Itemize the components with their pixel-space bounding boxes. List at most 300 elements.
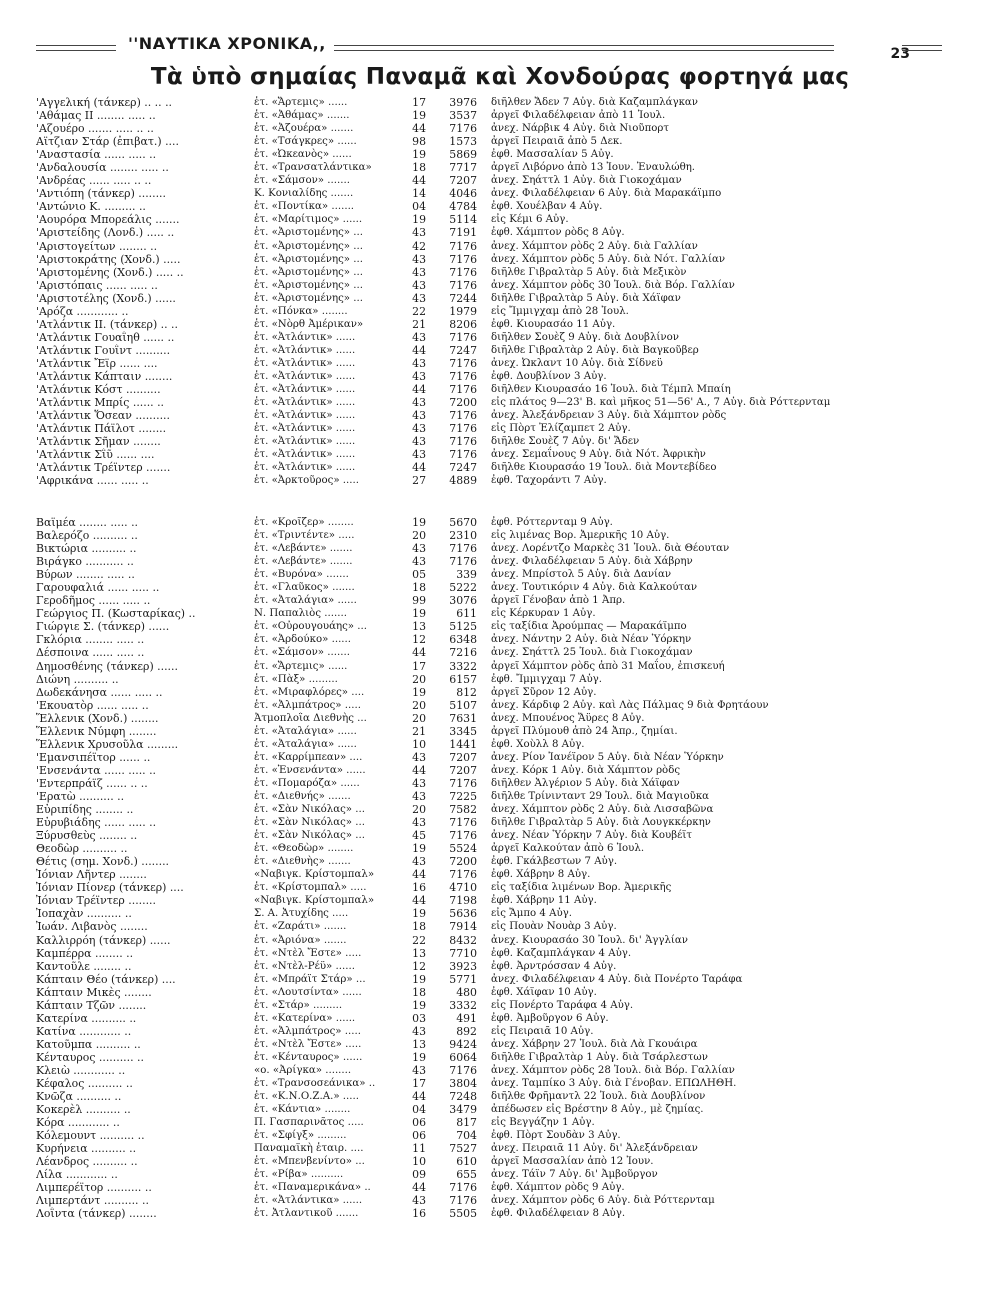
ship-owner: ἑτ. «Μιραφλόρες» .... xyxy=(254,686,365,698)
ship-year: 19 xyxy=(412,972,426,986)
ship-row xyxy=(36,344,906,357)
ship-row xyxy=(36,383,906,396)
ship-row xyxy=(36,842,906,855)
ship-row xyxy=(36,331,906,344)
ship-row xyxy=(36,357,906,370)
ship-row xyxy=(36,1038,906,1051)
ship-tonnage: 7176 xyxy=(449,829,477,843)
ship-row xyxy=(36,409,906,422)
ship-year: 10 xyxy=(412,737,426,751)
ship-status: ἀργεῖ Γένοβαν ἀπὸ 1 Ἀπρ. xyxy=(491,595,626,607)
ship-status: ἀνεχ. Χάβρην 27 Ἰουλ. διὰ Λὰ Γκουάιρα xyxy=(491,1038,698,1050)
ship-status: εἰς Πειραιᾶ 10 Αὐγ. xyxy=(491,1025,594,1037)
ship-owner: ἑτ. «Ποντίκα» ....... xyxy=(254,201,355,213)
ship-row xyxy=(36,816,906,829)
ship-tonnage: 7527 xyxy=(449,1142,477,1156)
ship-year: 43 xyxy=(412,789,426,803)
ship-year: 44 xyxy=(412,461,426,475)
ship-owner: ἑτ. «Ἐνσενάντα» ...... xyxy=(254,764,366,776)
ship-name: Ἰόνιαν Λῆντερ ........ xyxy=(36,868,147,882)
ship-row xyxy=(36,960,906,973)
ship-name: Κόρα ............ .. xyxy=(36,1116,120,1130)
ship-tonnage: 3332 xyxy=(449,998,477,1012)
ship-row xyxy=(36,422,906,435)
ship-name: 'Ατλάντικ ΙΙ. (τάνκερ) .. .. xyxy=(36,317,178,331)
ship-status: εἰς Κέμι 6 Αὐγ. xyxy=(491,214,569,226)
ship-status: ἀνεχ. Σεμαΐνους 9 Αὐγ. διὰ Νότ. Ἀφρικὴν xyxy=(491,449,706,461)
ship-year: 10 xyxy=(412,1155,426,1169)
ship-owner: Κ. Κονιαλίδης ....... xyxy=(254,188,354,200)
ship-status: ἀνεχ. Τουτικόριν 4 Αὐγ. διὰ Καλκούταν xyxy=(491,582,698,594)
ship-name: 'Ατλάντικ Σΐῦ ...... .... xyxy=(36,448,155,462)
ship-name: Γεροδῆμος ...... ..... .. xyxy=(36,594,151,608)
ship-year: 43 xyxy=(412,435,426,449)
ship-owner: ἑτ. «Διεθνής» ....... xyxy=(254,790,351,802)
ship-tonnage: 7176 xyxy=(449,555,477,569)
ship-row xyxy=(36,1077,906,1090)
ship-name: Λέανδρος .......... .. xyxy=(36,1155,138,1169)
ship-name: 'Ατλάντικ Ἔϊρ ...... .... xyxy=(36,356,158,370)
ship-year: 43 xyxy=(412,330,426,344)
ship-status: διῆλθε Σουὲζ 7 Αὐγ. δι' Ἄδεν xyxy=(491,436,640,448)
ship-owner: ἑτ. «Ρίβα» .......... xyxy=(254,1169,344,1181)
ship-owner: ἑτ. «Λεβάντε» ....... xyxy=(254,556,353,568)
ship-row xyxy=(36,999,906,1012)
ship-row xyxy=(36,934,906,947)
ship-name: Λιμπερτάντ .......... .. xyxy=(36,1194,149,1208)
ship-status: ἀνεχ. Φιλαδέλφειαν 6 Αὐγ. διὰ Μαρακάϊμπο xyxy=(491,188,722,200)
ship-name: Δωδεκάνησα ...... ..... .. xyxy=(36,685,163,699)
ship-year: 22 xyxy=(412,304,426,318)
ship-row xyxy=(36,292,906,305)
ship-name: Καμπέρρα ........ .. xyxy=(36,946,134,960)
ship-owner: ἑτ. «Διεθνὴς» ....... xyxy=(254,856,351,868)
ship-year: 19 xyxy=(412,907,426,921)
ship-owner: «Ναβιγκ. Κρίστομπαλ» xyxy=(254,895,375,907)
ship-year: 21 xyxy=(412,317,426,331)
ship-status: ἐφθ. Χοὺλλ 8 Αὐγ. xyxy=(491,738,585,750)
ship-tonnage: 5636 xyxy=(449,907,477,921)
ship-year: 43 xyxy=(412,409,426,423)
ship-row xyxy=(36,474,906,487)
ship-row xyxy=(36,305,906,318)
ship-year: 43 xyxy=(412,542,426,556)
ship-tonnage: 4784 xyxy=(449,200,477,214)
ship-year: 18 xyxy=(412,581,426,595)
ship-name: Γιώργιε Σ. (τάνκερ) ...... xyxy=(36,620,170,634)
ship-owner: Ν. Παπαλιὸς ....... xyxy=(254,608,347,620)
ship-row xyxy=(36,1181,906,1194)
ship-name: Ξύρυσθεὺς ........ .. xyxy=(36,829,138,843)
ship-name: Λίλα ............ .. xyxy=(36,1168,118,1182)
ship-row xyxy=(36,148,906,161)
ship-tonnage: 9424 xyxy=(449,1037,477,1051)
ship-tonnage: 1979 xyxy=(449,304,477,318)
ship-row xyxy=(36,1103,906,1116)
ship-name: 'Εμανσιπέϊτορ ...... .. xyxy=(36,750,151,764)
ship-row xyxy=(36,881,906,894)
ship-owner: ἑτ. «Ἀρκτοῦρος» ..... xyxy=(254,475,359,487)
ship-status: ἀργεῖ Πειραιᾶ ἀπὸ 5 Δεκ. xyxy=(491,136,623,148)
ship-year: 04 xyxy=(412,1103,426,1117)
ship-tonnage: 7631 xyxy=(449,711,477,725)
ship-year: 99 xyxy=(412,594,426,608)
ship-year: 19 xyxy=(412,213,426,227)
ship-status: εἰς πλάτος 9—23' Β. καὶ μῆκος 51—56' Α., 7 Αὐγ. διὰ Ρόττερνταμ xyxy=(491,397,831,409)
ship-name: Δημοσθένης (τάνκερ) ...... xyxy=(36,659,178,673)
ship-status: ἀπέδωσεν εἰς Βρέστην 8 Αὐγ., μὲ ζημίας. xyxy=(491,1104,704,1116)
ship-tonnage: 3479 xyxy=(449,1103,477,1117)
ship-owner: ἑτ. «Μπράϊτ Στάρ» ... xyxy=(254,973,366,985)
ship-tonnage: 7247 xyxy=(449,461,477,475)
ship-tonnage: 8432 xyxy=(449,933,477,947)
ship-row xyxy=(36,973,906,986)
ship-status: ἐφθ. Ταχοράντι 7 Αὐγ. xyxy=(491,475,607,487)
ship-row xyxy=(36,435,906,448)
ship-tonnage: 2310 xyxy=(449,529,477,543)
ship-row xyxy=(36,1207,906,1220)
ship-status: ἐφθ. Χάμπτον ρὸδς 9 Αὐγ. xyxy=(491,1182,625,1194)
ship-year: 11 xyxy=(412,1142,426,1156)
ship-tonnage: 704 xyxy=(456,1129,477,1143)
ship-row xyxy=(36,686,906,699)
ship-tonnage: 339 xyxy=(456,568,477,582)
ship-tonnage: 480 xyxy=(456,985,477,999)
ship-row xyxy=(36,1025,906,1038)
ship-row xyxy=(36,907,906,920)
ship-status: ἀργεῖ Λιβόρνο ἀπὸ 13 Ἰουν. Ἐναυλώθη. xyxy=(491,162,696,174)
ship-row xyxy=(36,529,906,542)
ship-tonnage: 7176 xyxy=(449,239,477,253)
ship-tonnage: 7244 xyxy=(449,291,477,305)
ship-row xyxy=(36,673,906,686)
ship-tonnage: 7176 xyxy=(449,1063,477,1077)
ship-row xyxy=(36,868,906,881)
ship-name: 'Αγγελική (τάνκερ) .. .. .. xyxy=(36,96,172,109)
ship-tonnage: 7207 xyxy=(449,750,477,764)
ship-name: 'Αθάμας ΙΙ ........ ..... .. xyxy=(36,109,156,123)
ship-name: 'Ερατὼ .......... .. xyxy=(36,789,125,803)
ship-name: Ἕλλενικ Νύμφη ........ xyxy=(36,724,157,738)
ship-year: 43 xyxy=(412,396,426,410)
ship-tonnage: 7200 xyxy=(449,855,477,869)
ship-tonnage: 491 xyxy=(456,1011,477,1025)
ship-year: 20 xyxy=(412,803,426,817)
ship-status: ἀνεχ. Χάμπτον ρὸδς 2 Αὐγ. διὰ Γαλλίαν xyxy=(491,240,698,252)
ship-row xyxy=(36,699,906,712)
ship-year: 05 xyxy=(412,568,426,582)
ship-tonnage: 7216 xyxy=(449,646,477,660)
ship-row xyxy=(36,594,906,607)
ship-status: διῆλθεν Ἄδεν 7 Αὐγ. διὰ Καζαμπλάγκαν xyxy=(491,97,699,108)
ship-owner: ἑτ. «Ἀτλάντικα» ...... xyxy=(254,1195,363,1207)
ship-status: ἐφθ. Γκάλβεστων 7 Αὐγ. xyxy=(491,856,618,868)
ship-owner: ἑτ. «Ἀριστομένης» ... xyxy=(254,227,363,239)
page-number: 23 xyxy=(890,46,910,62)
ship-row xyxy=(36,1051,906,1064)
ship-status: ἀργεῖ Φιλαδέλφειαν ἀπὸ 11 Ἰουλ. xyxy=(491,110,666,122)
ship-row xyxy=(36,1064,906,1077)
ship-year: 17 xyxy=(412,1077,426,1091)
ship-owner: Παναμαϊκὴ ἑταιρ. .... xyxy=(254,1143,364,1155)
ship-year: 19 xyxy=(412,685,426,699)
ship-status: ἐφθ. Καζαμπλάγκαν 4 Αὐγ. xyxy=(491,947,632,959)
ship-status: ἀνεχ. Ἀλεξάνδρειαν 3 Αὐγ. διὰ Χάμπτον ρὸδς xyxy=(491,410,727,422)
ship-status: ἐφθ. Κιουρασάο 11 Αὐγ. xyxy=(491,318,616,330)
ship-owner: ἑτ. «Σάμσον» ....... xyxy=(254,647,350,659)
ship-year: 06 xyxy=(412,1129,426,1143)
ship-owner: ἑτ. «Ἀτλάντικ» ...... xyxy=(254,344,356,356)
ship-year: 03 xyxy=(412,1011,426,1025)
ship-status: διῆλθεν Ἀλγέριον 5 Αὐγ. διὰ Χάϊφαν xyxy=(491,777,680,789)
ship-row xyxy=(36,1012,906,1025)
ship-status: ἀνεχ. Μπουένος Ἄϋρες 8 Αὐγ. xyxy=(491,712,645,724)
ship-year: 43 xyxy=(412,1063,426,1077)
ship-name: 'Ατλάντικ Γουαΐηθ ...... .. xyxy=(36,330,175,344)
ship-row xyxy=(36,516,906,529)
ship-name: 'Ενσενάντα ...... ..... .. xyxy=(36,763,157,777)
ship-tonnage: 7176 xyxy=(449,409,477,423)
header-rule-tail xyxy=(902,45,942,51)
ship-status: διῆλθε Κιουρασάο 19 Ἰουλ. διὰ Μοντεβίδεο xyxy=(491,462,717,474)
ship-year: 19 xyxy=(412,148,426,162)
ship-status: ἀνεχ. Φιλαδέλφειαν 4 Αὐγ. διὰ Πονέρτο Ταράφα xyxy=(491,973,743,985)
ship-status: ἐφθ. Χάϊφαν 10 Αὐγ. xyxy=(491,986,597,998)
ship-row xyxy=(36,646,906,659)
ship-row xyxy=(36,738,906,751)
ship-owner: Σ. Α. Ἀτυχίδης ..... xyxy=(254,908,349,920)
ship-owner: ἑτ. «Ἀριστομένης» ... xyxy=(254,266,363,278)
ship-year: 44 xyxy=(412,868,426,882)
ship-name: Κοκερὲλ .......... .. xyxy=(36,1103,131,1117)
ship-status: ἀνεχ. Χάμπτον ρὸδς 6 Αὐγ. διὰ Ρόττερνταμ xyxy=(491,1195,715,1207)
ship-row xyxy=(36,829,906,842)
ship-owner: ἑτ. «Σὰν Νικόλας» ... xyxy=(254,804,365,816)
ship-tonnage: 4710 xyxy=(449,881,477,895)
ship-year: 22 xyxy=(412,933,426,947)
ship-name: 'Ατλάντικ Κόστ .......... xyxy=(36,383,161,397)
ship-tonnage: 7176 xyxy=(449,776,477,790)
ship-year: 13 xyxy=(412,620,426,634)
ship-year: 98 xyxy=(412,135,426,149)
ship-year: 12 xyxy=(412,959,426,973)
ship-status: διῆλθεν Σουὲζ 9 Αὐγ. διὰ Δουβλίνον xyxy=(491,331,679,343)
ship-owner: ἑτ. «Ἄρτεμις» ...... xyxy=(254,660,348,672)
ship-name: Κυρήνεια .......... .. xyxy=(36,1142,137,1156)
ship-status: ἀνεχ. Κιουρασάο 30 Ἰουλ. δι' Ἀγγλίαν xyxy=(491,934,688,946)
ship-year: 44 xyxy=(412,383,426,397)
ship-name: 'Ατλάντικ Σῆμαν ........ xyxy=(36,435,161,449)
ship-name: 'Αριστοκράτης (Χονδ.) ..... xyxy=(36,252,181,266)
ship-year: 20 xyxy=(412,672,426,686)
ship-tonnage: 7176 xyxy=(449,868,477,882)
ship-status: εἰς Κέρκυραν 1 Αὐγ. xyxy=(491,608,596,620)
ship-owner: ἑτ. «Παναμερικάνα» .. xyxy=(254,1182,371,1194)
ship-status: ἀνεχ. Χάμπτον ρὸδς 28 Ἰουλ. διὰ Βόρ. Γαλλίαν xyxy=(491,1064,735,1076)
ship-tonnage: 3322 xyxy=(449,659,477,673)
ship-owner: «ο. «Ἀρίγκα» ........ xyxy=(254,1064,352,1076)
ship-tonnage: 5107 xyxy=(449,698,477,712)
ship-row xyxy=(36,448,906,461)
ship-year: 16 xyxy=(412,1207,426,1221)
ship-tonnage: 7914 xyxy=(449,920,477,934)
ship-year: 19 xyxy=(412,109,426,123)
ship-status: ἀνεχ. Ταμπίκο 3 Αὐγ. διὰ Γένοβαν. ΕΠΩΛΗΘΗ. xyxy=(491,1078,737,1090)
ship-row xyxy=(36,581,906,594)
ship-year: 44 xyxy=(412,1090,426,1104)
ship-name: 'Αριστείδης (Λονδ.) ..... .. xyxy=(36,226,175,240)
ship-year: 43 xyxy=(412,226,426,240)
ship-name: 'Αντώνιο Κ. ......... .. xyxy=(36,200,146,214)
ship-status: ἐφθ. Μασσαλίαν 5 Αὐγ. xyxy=(491,149,614,161)
ship-status: ἐφθ. Χουέλβαν 4 Αὐγ. xyxy=(491,201,603,213)
ship-row xyxy=(36,660,906,673)
ship-year: 45 xyxy=(412,829,426,843)
ship-tonnage: 5869 xyxy=(449,148,477,162)
page-header xyxy=(36,34,942,60)
ship-name: Λοΐντα (τάνκερ) ........ xyxy=(36,1207,157,1221)
ship-name: Κατερίνα .......... .. xyxy=(36,1011,137,1025)
ship-tonnage: 6157 xyxy=(449,672,477,686)
ship-name: Κάπταιν Τζῶν ........ xyxy=(36,998,147,1012)
ship-tonnage: 5524 xyxy=(449,842,477,856)
ship-tonnage: 7710 xyxy=(449,946,477,960)
ship-year: 43 xyxy=(412,555,426,569)
ship-owner: ἑτ. «Ἀτλάντικ» ...... xyxy=(254,384,356,396)
ship-tonnage: 7176 xyxy=(449,816,477,830)
ship-year: 43 xyxy=(412,252,426,266)
ship-tonnage: 5222 xyxy=(449,581,477,595)
ship-tonnage: 3804 xyxy=(449,1077,477,1091)
ship-year: 44 xyxy=(412,122,426,136)
ship-owner: ἑτ. «Βυρόνα» ....... xyxy=(254,569,349,581)
ship-owner: ἑτ. «Ἀριστομένης» ... xyxy=(254,279,363,291)
ship-status: ἀνεχ. Λορέντζο Μαρκὲς 31 Ἰουλ. διὰ Θέουταν xyxy=(491,543,730,555)
ship-year: 19 xyxy=(412,607,426,621)
ship-owner: ἑτ. «Κ.Ν.Ο.Ζ.Α.» ..... xyxy=(254,1091,359,1103)
ship-row xyxy=(36,1194,906,1207)
ship-year: 18 xyxy=(412,920,426,934)
ship-status: ἀνεχ. Κάρδιφ 2 Αὐγ. καὶ Λὰς Πάλμας 9 διὰ Φρητάουν xyxy=(491,699,769,711)
ship-owner: ἑτ. «Πὰξ» ......... xyxy=(254,673,338,685)
ship-status: διῆλθε Γιβραλτὰρ 5 Αὐγ. διὰ Λουγκκέρκην xyxy=(491,817,711,829)
ship-owner: ἑτ. «Τσάγκρες» ...... xyxy=(254,136,357,148)
ship-owner: ἑτ. «Ἀλμπάτρος» ..... xyxy=(254,699,361,711)
ship-row xyxy=(36,1116,906,1129)
ship-tonnage: 7176 xyxy=(449,1194,477,1208)
ship-name: Κέφαλος .......... .. xyxy=(36,1077,133,1091)
ship-year: 43 xyxy=(412,816,426,830)
magazine-title: ''ΝΑΥΤΙΚΑ ΧΡΟΝΙΚΑ,, xyxy=(128,34,326,53)
ship-tonnage: 7717 xyxy=(449,161,477,175)
ship-row xyxy=(36,725,906,738)
ship-name: Αϊτζιαν Στάρ (ἐπιβατ.) .... xyxy=(36,135,179,149)
ship-owner: ἑτ. «Ζαράτι» ....... xyxy=(254,921,347,933)
ship-year: 09 xyxy=(412,1168,426,1182)
ship-name: 'Αριστομένης (Χονδ.) ..... .. xyxy=(36,265,184,279)
ship-owner: ἑτ. «Ἀτλάντικ» ...... xyxy=(254,462,356,474)
ship-year: 43 xyxy=(412,278,426,292)
ship-tonnage: 8206 xyxy=(449,317,477,331)
ship-owner: ἑτ. «Ἀθάμας» ....... xyxy=(254,110,350,122)
ship-status: ἀνεχ. Μπρίστολ 5 Αὐγ. διὰ Δανίαν xyxy=(491,569,672,581)
ship-tonnage: 7176 xyxy=(449,122,477,136)
ship-tonnage: 7225 xyxy=(449,789,477,803)
ship-tonnage: 7582 xyxy=(449,803,477,817)
ship-tonnage: 5505 xyxy=(449,1207,477,1221)
ship-tonnage: 812 xyxy=(456,685,477,699)
ship-name: Διώνη .......... .. xyxy=(36,672,119,686)
ship-name: Κάπταιν Θέο (τάνκερ) .... xyxy=(36,972,176,986)
ship-owner: ἑτ. «Ἀταλάγια» ...... xyxy=(254,725,357,737)
ship-owner: ἑτ. «Ἀτλάντικ» ...... xyxy=(254,436,356,448)
ship-row xyxy=(36,461,906,474)
ship-tonnage: 7248 xyxy=(449,1090,477,1104)
ship-status: ἐφθ. Χάβρην 8 Αὐγ. xyxy=(491,869,591,881)
ship-tonnage: 7176 xyxy=(449,422,477,436)
ship-row xyxy=(36,607,906,620)
ship-status: ἐφθ. Δουβλίνον 3 Αὐγ. xyxy=(491,370,607,382)
ship-tonnage: 3537 xyxy=(449,109,477,123)
ship-status: ἀργεῖ Μασσαλίαν ἀπὸ 12 Ἰουν. xyxy=(491,1156,654,1168)
ship-owner: ἑτ. Ἀτλαντικοῦ ....... xyxy=(254,1208,359,1220)
ship-row xyxy=(36,279,906,292)
ship-row xyxy=(36,318,906,331)
ship-name: 'Αριστογείτων ........ .. xyxy=(36,239,158,253)
ship-year: 20 xyxy=(412,529,426,543)
ship-row xyxy=(36,803,906,816)
ship-row xyxy=(36,620,906,633)
ship-status: διῆλθεν Κιουρασάο 16 Ἰουλ. διὰ Τέμπλ Μπαίη xyxy=(491,384,731,396)
ship-status: ἀνεχ. Σηάττλ 25 Ἰουλ. διὰ Γιοκοχάμαν xyxy=(491,647,693,659)
ship-name: Βύρων ........ ..... .. xyxy=(36,568,135,582)
ship-status: εἰς Ἄμπο 4 Αὐγ. xyxy=(491,908,572,920)
ship-year: 44 xyxy=(412,174,426,188)
ship-year: 19 xyxy=(412,998,426,1012)
ship-row xyxy=(36,633,906,646)
ship-owner: Π. Γασπαρινᾶτος ..... xyxy=(254,1117,364,1129)
ship-status: ἐφθ. Ἴμμιγχαμ 7 Αὐγ. xyxy=(491,673,602,685)
ship-owner: ἑτ. «Κένταυρος» ...... xyxy=(254,1051,363,1063)
ship-owner: ἑτ. «Σὰν Νικόλας» ... xyxy=(254,817,365,829)
ship-status: εἰς Ἴμμιγχαμ ἀπὸ 28 Ἰουλ. xyxy=(491,305,629,317)
ship-owner: ἑτ. «Μπενβενίντο» ... xyxy=(254,1156,365,1168)
ship-status: διῆλθε Φρῆμαντλ 22 Ἰουλ. διὰ Δουβλίνον xyxy=(491,1091,706,1103)
ship-year: 43 xyxy=(412,356,426,370)
ship-year: 16 xyxy=(412,881,426,895)
ship-owner: ἑτ. «Ἀρδούκο» ...... xyxy=(254,634,352,646)
ship-year: 17 xyxy=(412,96,426,109)
ship-owner: ἑτ. «Ἀλμπάτρος» ..... xyxy=(254,1025,361,1037)
ship-status: ἐφθ. Χάμπτον ρὸδς 8 Αὐγ. xyxy=(491,227,625,239)
ship-row xyxy=(36,1155,906,1168)
ship-year: 44 xyxy=(412,763,426,777)
ship-tonnage: 7176 xyxy=(449,542,477,556)
ship-name: 'Ατλάντικ Μπρίς ...... .. xyxy=(36,396,165,410)
ship-owner: ἑτ. «Νὸρθ Ἀμέρικαν» xyxy=(254,318,364,330)
ship-status: ἐφθ. Ρόττερνταμ 9 Αὐγ. xyxy=(491,517,613,528)
ship-name: Βιράγκο ........... .. xyxy=(36,555,134,569)
ship-tonnage: 7176 xyxy=(449,369,477,383)
ship-name: 'Αζουέρο ....... ..... .. .. xyxy=(36,122,154,136)
ship-list-a xyxy=(36,96,906,487)
ship-year: 18 xyxy=(412,161,426,175)
ship-name: 'Εντερπράϊζ ...... .. .. xyxy=(36,776,148,790)
ship-year: 44 xyxy=(412,894,426,908)
ship-year: 20 xyxy=(412,698,426,712)
header-rule-left xyxy=(36,45,116,51)
ship-owner: ἑτ. «Ἀριστομένης» ... xyxy=(254,240,363,252)
